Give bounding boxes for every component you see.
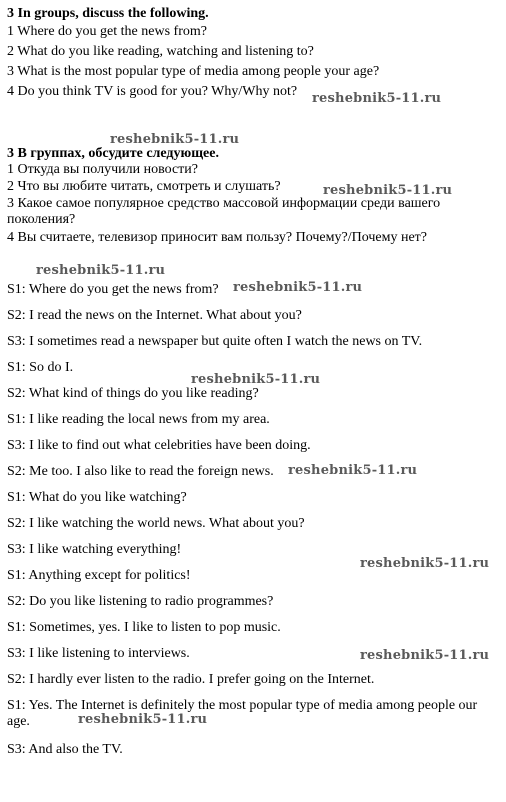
russian-question-1: 1 Откуда вы получили новости? — [7, 162, 199, 177]
watermark-text: reshebnik5-11.ru — [233, 280, 363, 295]
english-question-3: 3 What is the most popular type of media among people your age? — [7, 64, 380, 79]
dialogue-line: S3: I like to find out what celebrities have been doing. — [7, 438, 311, 453]
dialogue-line: S2: Me too. I also like to read the foreign news. — [7, 464, 274, 479]
dialogue-line: S2: I like watching the world news. What about you? — [7, 516, 305, 531]
dialogue-line: S2: What kind of things do you like reading? — [7, 386, 259, 401]
dialogue-line: S2: I hardly ever listen to the radio. I prefer going on the Internet. — [7, 672, 375, 687]
dialogue-line: S2: I read the news on the Internet. What about you? — [7, 308, 302, 323]
dialogue-line: S3: I like listening to interviews. — [7, 646, 190, 661]
english-question-2: 2 What do you like reading, watching and listening to? — [7, 44, 314, 59]
english-question-1: 1 Where do you get the news from? — [7, 24, 207, 39]
russian-question-3: 3 Какое самое популярное средство массовой информации среди вашего поколения? — [7, 196, 441, 227]
watermark-text: reshebnik5-11.ru — [191, 372, 321, 387]
dialogue-line: S1: What do you like watching? — [7, 490, 187, 505]
watermark-text: reshebnik5-11.ru — [360, 556, 490, 571]
russian-task-heading: 3 В группах, обсудите следующее. — [7, 146, 219, 161]
watermark-text: reshebnik5-11.ru — [36, 263, 166, 278]
watermark-text: reshebnik5-11.ru — [78, 712, 208, 727]
dialogue-line: S1: Sometimes, yes. I like to listen to pop music. — [7, 620, 281, 635]
dialogue-line: S3: I like watching everything! — [7, 542, 182, 557]
watermark-text: reshebnik5-11.ru — [312, 91, 442, 106]
dialogue-line: S1: Anything except for politics! — [7, 568, 191, 583]
dialogue-line: S2: Do you like listening to radio programmes? — [7, 594, 274, 609]
russian-question-4: 4 Вы считаете, телевизор приносит вам пользу? Почему?/Почему нет? — [7, 230, 427, 245]
dialogue-line: S1: So do I. — [7, 360, 74, 375]
russian-question-2: 2 Что вы любите читать, смотреть и слушать? — [7, 179, 281, 194]
english-task-heading: 3 In groups, discuss the following. — [7, 6, 209, 21]
watermark-text: reshebnik5-11.ru — [323, 183, 453, 198]
dialogue-line: S1: Yes. The Internet is definitely the most popular type of media among people our age. — [7, 698, 478, 729]
dialogue-line: S3: I sometimes read a newspaper but quite often I watch the news on TV. — [7, 334, 423, 349]
watermark-text: reshebnik5-11.ru — [288, 463, 418, 478]
dialogue-line: S1: I like reading the local news from my area. — [7, 412, 270, 427]
watermark-text: reshebnik5-11.ru — [110, 132, 240, 147]
dialogue-line: S3: And also the TV. — [7, 742, 123, 757]
english-question-4: 4 Do you think TV is good for you? Why/Why not? — [7, 84, 298, 99]
dialogue-line: S1: Where do you get the news from? — [7, 282, 219, 297]
watermark-text: reshebnik5-11.ru — [360, 648, 490, 663]
